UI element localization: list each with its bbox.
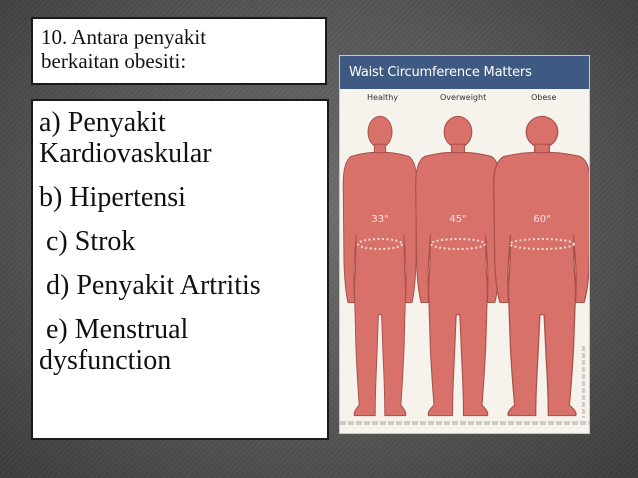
waist-value-label: 45" xyxy=(449,214,467,225)
waist-value-label: 60" xyxy=(533,214,551,225)
list-item-line: dysfunction xyxy=(39,345,172,376)
slide-title-line-1: 10. Antara penyakit xyxy=(41,25,207,49)
silhouette-healthy xyxy=(343,116,417,415)
silhouette-obese xyxy=(494,116,589,415)
figure-source-text xyxy=(340,421,589,425)
silhouette-overweight xyxy=(416,116,501,415)
slide-title-line-2: berkaitan obesiti: xyxy=(41,49,187,73)
waist-value-label: 33" xyxy=(371,214,389,225)
label-overweight: Overweight xyxy=(440,93,487,102)
slide-title-box xyxy=(31,17,327,85)
list-item-line: c) Strok xyxy=(39,226,136,257)
waist-circumference-figure xyxy=(340,56,589,433)
body-silhouettes xyxy=(340,56,589,433)
list-item-menstrual xyxy=(39,314,321,376)
list-item-cardiovascular xyxy=(39,107,321,169)
list-item-line: Kardiovaskular xyxy=(39,138,212,169)
list-item-line: e) Menstrual xyxy=(39,314,189,345)
list-item-line: a) Penyakit xyxy=(39,107,166,138)
list-item-line: d) Penyakit Artritis xyxy=(39,270,261,301)
list-item-arthritis xyxy=(39,270,321,301)
list-item-stroke xyxy=(39,226,321,257)
label-obese: Obese xyxy=(531,93,557,102)
list-item-line: b) Hipertensi xyxy=(39,182,186,213)
list-item-hypertension xyxy=(39,182,321,213)
disease-list-box xyxy=(31,99,329,440)
label-healthy: Healthy xyxy=(367,93,399,102)
figure-credit-text xyxy=(582,346,585,418)
figure-title: Waist Circumference Matters xyxy=(340,56,589,89)
